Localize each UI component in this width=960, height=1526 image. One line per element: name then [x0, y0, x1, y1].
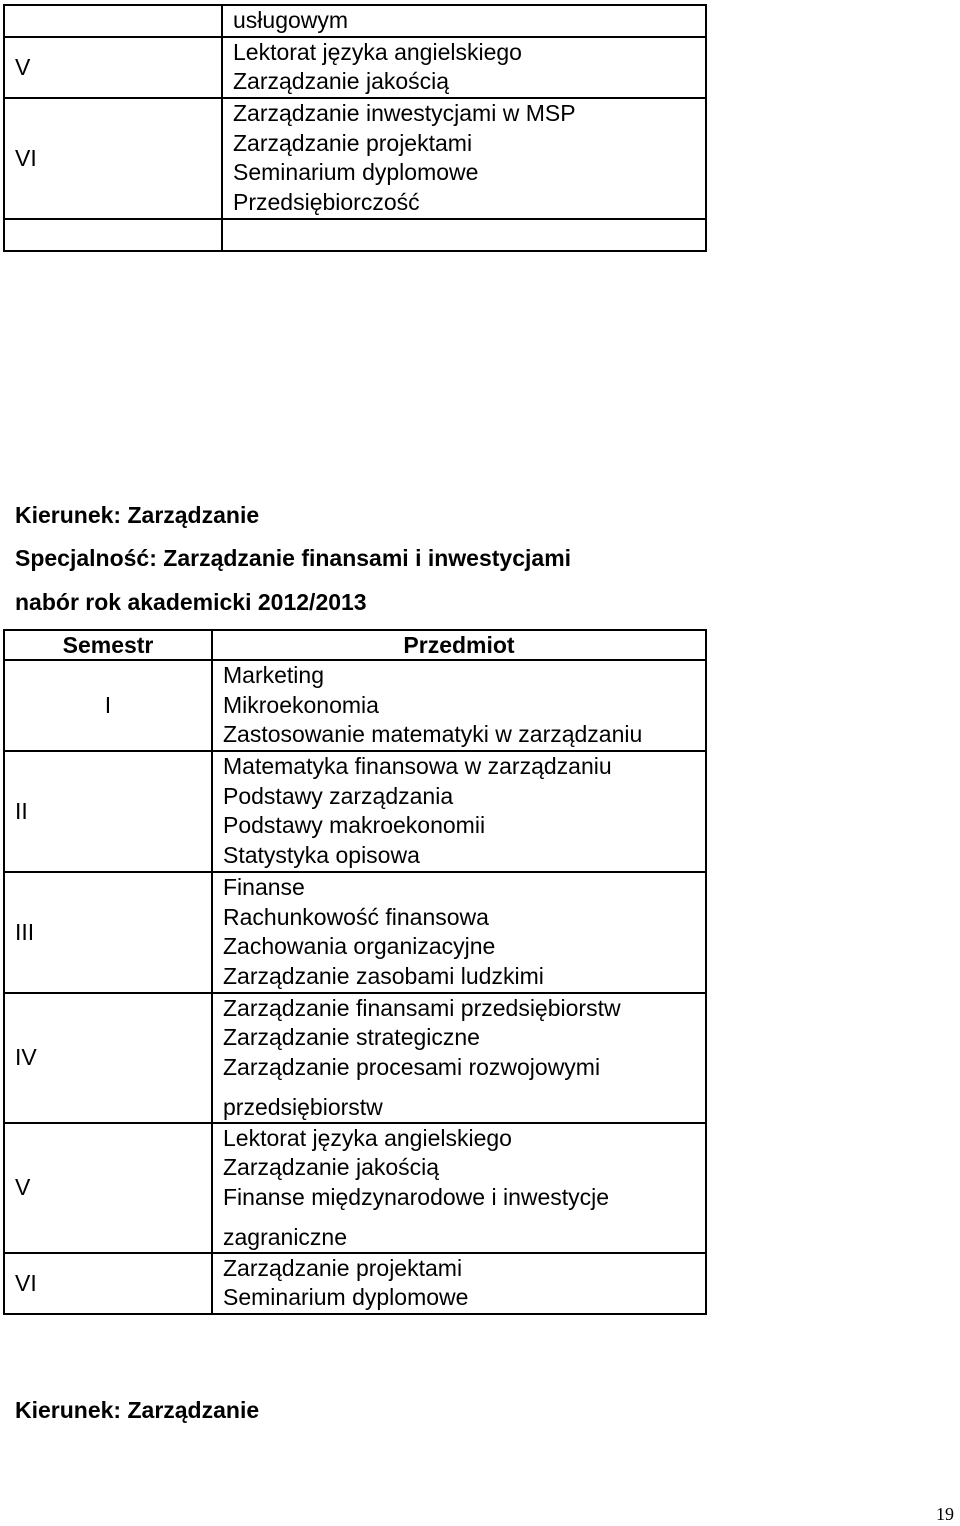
specialization-heading: Specjalność: Zarządzanie finansami i inwestycjami: [15, 545, 572, 571]
subject-item: [233, 220, 705, 250]
subject-item: Statystyka opisowa: [223, 842, 420, 869]
subject-item: Zarządzanie zasobami ludzkimi: [223, 962, 544, 989]
table-header-row: [4, 630, 706, 660]
subject-item: Seminarium dyplomowe: [223, 1284, 469, 1311]
subject-cell: [212, 1253, 706, 1314]
semester-cell: III: [4, 872, 212, 993]
intake-year-heading: nabór rok akademicki 2012/2013: [15, 589, 367, 615]
semester-cell: VI: [4, 98, 222, 219]
subject-item: Rachunkowość finansowa: [223, 903, 489, 930]
subject-cell: [222, 98, 706, 219]
subject-item: Zastosowanie matematyki w zarządzaniu: [223, 721, 643, 748]
semester-cell: [4, 5, 222, 37]
subject-item: Podstawy makroekonomii: [223, 812, 486, 839]
semester-cell: II: [4, 751, 212, 872]
subject-cell: [212, 872, 706, 993]
subject-item: Lektorat języka angielskiego: [233, 38, 522, 65]
table-row: [4, 872, 706, 993]
subject-item: przedsiębiorstw: [223, 1093, 383, 1120]
subject-header: Przedmiot: [212, 630, 706, 660]
subject-item: Marketing: [223, 662, 324, 688]
semester-header: Semestr: [4, 630, 212, 660]
subject-item: usługowym: [233, 7, 349, 33]
field-of-study-heading: Kierunek: Zarządzanie: [15, 502, 260, 528]
subject-cell: [212, 660, 706, 751]
subject-cell: [222, 5, 706, 37]
subject-item: Podstawy zarządzania: [223, 782, 454, 809]
subject-item: Zarządzanie projektami: [233, 129, 473, 156]
subject-item: Zarządzanie strategiczne: [223, 1024, 480, 1051]
semester-cell: V: [4, 1123, 212, 1253]
table-row: [4, 1253, 706, 1314]
table-row: [4, 98, 706, 219]
semester-cell: VI: [4, 1253, 212, 1314]
table-row: [4, 5, 706, 37]
subject-item: Seminarium dyplomowe: [233, 159, 479, 186]
table-row: [4, 219, 706, 251]
subject-cell: [212, 993, 706, 1123]
subject-item: Zachowania organizacyjne: [223, 933, 496, 960]
table-row: [4, 993, 706, 1123]
subject-item: Zarządzanie finansami przedsiębiorstw: [223, 994, 621, 1021]
subject-item: Zarządzanie projektami: [223, 1254, 463, 1281]
subject-item: Zarządzanie inwestycjami w MSP: [233, 100, 576, 127]
subject-cell: [212, 751, 706, 872]
table-row: [4, 37, 706, 98]
next-field-of-study-heading: Kierunek: Zarządzanie: [15, 1397, 260, 1423]
curriculum-table: [3, 629, 707, 1315]
semester-cell: [4, 219, 222, 251]
subject-item: Lektorat języka angielskiego: [223, 1124, 512, 1151]
semester-cell: IV: [4, 993, 212, 1123]
subject-item: Zarządzanie jakością: [233, 68, 450, 95]
subject-item: Przedsiębiorczość: [233, 189, 420, 216]
subject-item: Zarządzanie procesami rozwojowymi: [223, 1053, 601, 1080]
table-row: [4, 751, 706, 872]
subject-cell: [222, 37, 706, 98]
subject-item: Finanse: [223, 873, 305, 900]
table-row: [4, 1123, 706, 1253]
previous-curriculum-table: [3, 4, 707, 252]
semester-cell: I: [4, 660, 212, 751]
subject-item: Finanse międzynarodowe i inwestycje: [223, 1184, 610, 1210]
subject-cell: [222, 219, 706, 251]
subject-item: zagraniczne: [223, 1223, 348, 1250]
table-row: [4, 660, 706, 751]
subject-cell: [212, 1123, 706, 1253]
subject-item: Zarządzanie jakością: [223, 1154, 440, 1181]
subject-item: Matematyka finansowa w zarządzaniu: [223, 753, 612, 780]
page-number: 19: [936, 1504, 954, 1524]
subject-item: Mikroekonomia: [223, 691, 379, 718]
semester-cell: V: [4, 37, 222, 98]
